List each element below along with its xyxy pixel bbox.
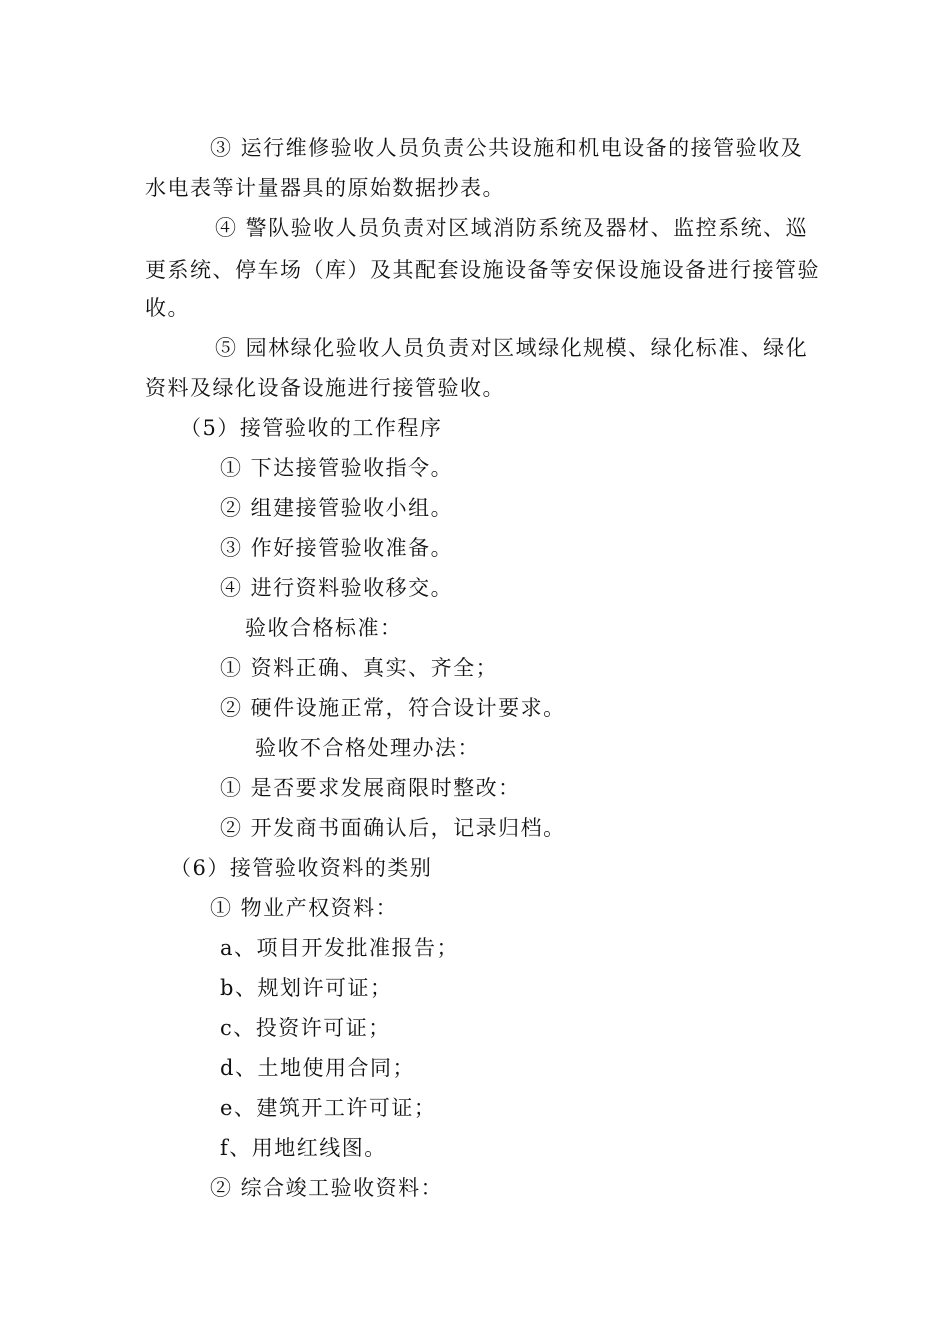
section-6-heading: （6）接管验收资料的类别: [170, 856, 433, 880]
group-1-title: ① 物业产权资料：: [210, 896, 399, 920]
paragraph-4-line-1: ④ 警队验收人员负责对区域消防系统及器材、监控系统、巡: [215, 216, 809, 240]
paragraph-3-line-2: 水电表等计量器具的原始数据抄表。: [145, 176, 505, 200]
fail-heading: 验收不合格处理办法：: [255, 736, 480, 760]
group-1-item-f: f、用地红线图。: [220, 1136, 387, 1160]
group-1-item-d: d、土地使用合同；: [220, 1056, 415, 1080]
standard-heading: 验收合格标准：: [245, 616, 403, 640]
paragraph-5-line-1: ⑤ 园林绿化验收人员负责对区域绿化规模、绿化标准、绿化: [215, 336, 809, 360]
section-5-step-1: ① 下达接管验收指令。: [220, 456, 454, 480]
paragraph-4-line-2: 更系统、停车场（库）及其配套设施设备等安保设施设备进行接管验: [145, 258, 820, 282]
section-5-step-4: ④ 进行资料验收移交。: [220, 576, 454, 600]
paragraph-5-line-2: 资料及绿化设备设施进行接管验收。: [145, 376, 505, 400]
fail-item-2: ② 开发商书面确认后，记录归档。: [220, 816, 566, 840]
section-5-step-3: ③ 作好接管验收准备。: [220, 536, 454, 560]
group-1-item-a: a、项目开发批准报告；: [220, 936, 460, 960]
standard-item-2: ② 硬件设施正常，符合设计要求。: [220, 696, 566, 720]
group-1-item-c: c、投资许可证；: [220, 1016, 391, 1040]
group-1-item-b: b、规划许可证；: [220, 976, 393, 1000]
paragraph-3-line-1: ③ 运行维修验收人员负责公共设施和机电设备的接管验收及: [210, 136, 804, 160]
standard-item-1: ① 资料正确、真实、齐全；: [220, 656, 499, 680]
section-5-step-2: ② 组建接管验收小组。: [220, 496, 454, 520]
group-2-title: ② 综合竣工验收资料：: [210, 1176, 444, 1200]
group-1-item-e: e、建筑开工许可证；: [220, 1096, 437, 1120]
section-5-heading: （5）接管验收的工作程序: [180, 416, 443, 440]
fail-item-1: ① 是否要求发展商限时整改：: [220, 776, 521, 800]
paragraph-4-line-3: 收。: [145, 296, 190, 320]
